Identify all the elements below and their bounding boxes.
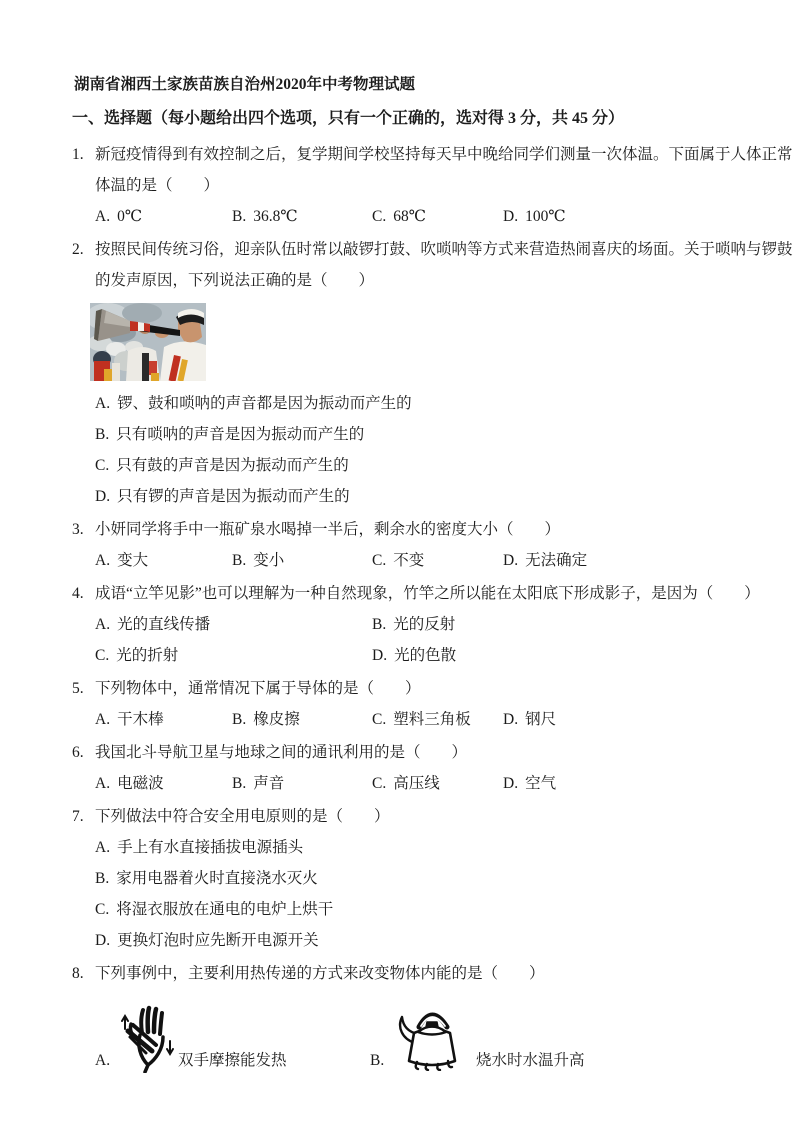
- question-6: [72, 737, 772, 799]
- option-b-label: B.: [370, 1052, 385, 1069]
- question-number: 2.: [72, 241, 84, 258]
- options-row: [72, 704, 772, 735]
- question-text: 4. 成语“立竿见影”也可以理解为一种自然现象，竹竿之所以能在太阳底下形成影子，是因为（ ）: [72, 578, 772, 609]
- section-heading: 一、选择题（每小题给出四个选项，只有一个正确的，选对得 3 分，共 45 分）: [72, 110, 625, 127]
- option-b: B. 光的反射: [372, 616, 456, 633]
- question-4: [72, 578, 772, 671]
- question-number: 8.: [72, 965, 84, 982]
- option-a-caption: 双手摩擦能发热: [178, 1052, 287, 1069]
- question-7: [72, 801, 772, 956]
- question-text: 5. 下列物体中，通常情况下属于导体的是（ ）: [72, 673, 772, 704]
- question-text: 6. 我国北斗导航卫星与地球之间的通讯利用的是（ ）: [72, 737, 772, 768]
- option-b: B. 36.8℃: [232, 208, 298, 225]
- question-8: [72, 958, 772, 1073]
- option-a: A. 电磁波: [95, 775, 164, 792]
- question-text-continued: 体温的是（ ）: [95, 177, 220, 194]
- option-d: D. 100℃: [503, 208, 566, 225]
- option-b: B. 橡皮擦: [232, 711, 300, 728]
- option-d: D. 光的色散: [372, 647, 457, 664]
- image-options-row: [72, 993, 772, 1073]
- question-number: 7.: [72, 808, 84, 825]
- rubbing-hands-icon: [118, 1001, 176, 1073]
- option-a: A. 0℃: [95, 208, 143, 225]
- option-b: B. 家用电器着火时直接浇水灭火: [95, 870, 318, 887]
- question-text: 7. 下列做法中符合安全用电原则的是（ ）: [72, 801, 772, 832]
- option-b-caption: 烧水时水温升高: [476, 1052, 585, 1069]
- option-d: D. 空气: [503, 775, 557, 792]
- question-text: 3. 小妍同学将手中一瓶矿泉水喝掉一半后，剩余水的密度大小（ ）: [72, 514, 772, 545]
- kettle-icon: [394, 1001, 470, 1071]
- option-c: C. 只有鼓的声音是因为振动而产生的: [95, 457, 349, 474]
- option-c: C. 不变: [372, 552, 425, 569]
- question-1: [72, 139, 793, 232]
- option-c: C. 塑料三角板: [372, 711, 471, 728]
- question-text-continued: 的发声原因，下列说法正确的是（ ）: [95, 272, 375, 289]
- option-d: D. 更换灯泡时应先断开电源开关: [95, 932, 319, 949]
- options-row: [72, 609, 772, 640]
- page-title: 湖南省湘西土家族苗族自治州2020年中考物理试题: [74, 76, 416, 93]
- question-number: 6.: [72, 744, 84, 761]
- question-2: [72, 234, 793, 512]
- question-text: 8. 下列事例中，主要利用热传递的方式来改变物体内能的是（ ）: [72, 958, 772, 989]
- option-b: B. 只有唢呐的声音是因为振动而产生的: [95, 426, 365, 443]
- page-content: [72, 75, 793, 1073]
- question-number: 5.: [72, 680, 84, 697]
- suona-player-photo: [90, 303, 206, 381]
- option-c: C. 将湿衣服放在通电的电炉上烘干: [95, 901, 334, 918]
- option-b: B. 声音: [232, 775, 285, 792]
- options-row: [72, 545, 772, 576]
- option-a-label: A.: [95, 1052, 111, 1069]
- question-number: 4.: [72, 585, 84, 602]
- options-row: [72, 201, 772, 232]
- option-a: A. 手上有水直接插拔电源插头: [95, 839, 304, 856]
- question-text: 2. 按照民间传统习俗，迎亲队伍时常以敲锣打鼓、吹唢呐等方式来营造热闹喜庆的场面。关于唢呐与锣鼓: [72, 234, 772, 265]
- option-d: D. 无法确定: [503, 552, 588, 569]
- option-b: B. 变小: [232, 552, 285, 569]
- question-number: 3.: [72, 521, 84, 538]
- question-text: 1. 新冠疫情得到有效控制之后，复学期间学校坚持每天早中晚给同学们测量一次体温。下面属于人体正常: [72, 139, 772, 170]
- option-a: A. 变大: [95, 552, 149, 569]
- option-a: A. 光的直线传播: [95, 616, 211, 633]
- question-3: [72, 514, 772, 576]
- option-c: C. 高压线: [372, 775, 440, 792]
- options-row: [72, 640, 772, 671]
- option-c: C. 光的折射: [95, 647, 179, 664]
- option-c: C. 68℃: [372, 208, 427, 225]
- option-d: D. 只有锣的声音是因为振动而产生的: [95, 488, 350, 505]
- options-row: [72, 768, 772, 799]
- option-a: A. 锣、鼓和唢呐的声音都是因为振动而产生的: [95, 395, 412, 412]
- option-d: D. 钢尺: [503, 711, 557, 728]
- question-5: [72, 673, 772, 735]
- question-number: 1.: [72, 146, 84, 163]
- option-a: A. 干木棒: [95, 711, 164, 728]
